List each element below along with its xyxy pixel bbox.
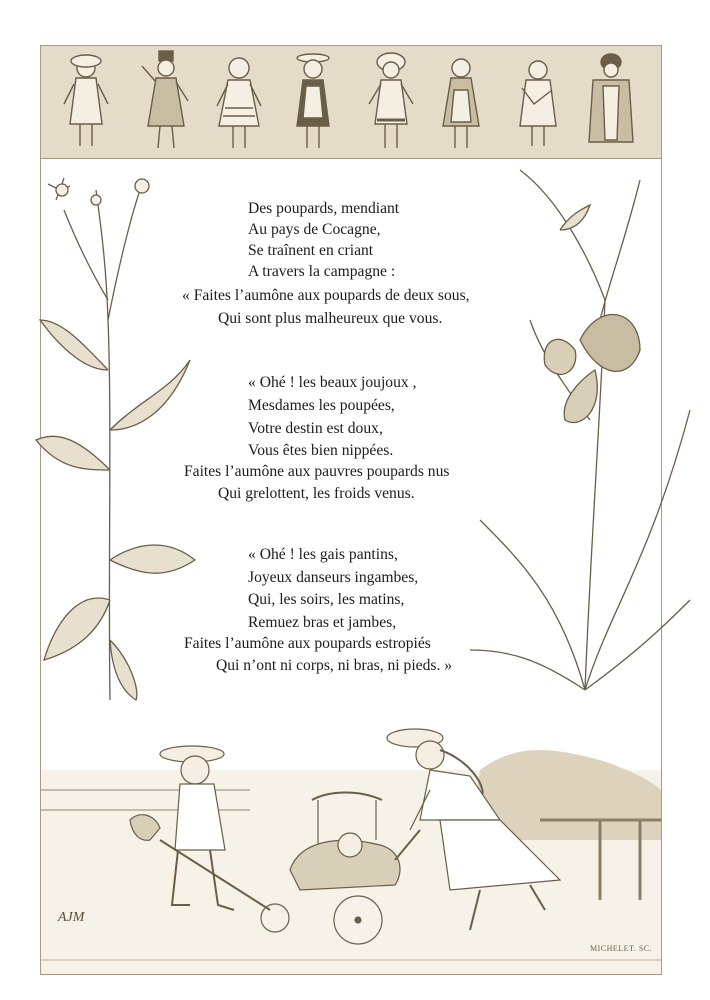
poem-line: Faites l’aumône aux poupards estropiés bbox=[184, 635, 431, 652]
engraver-credit: MICHELET. SC. bbox=[590, 944, 653, 953]
poem-line: Qui n’ont ni corps, ni bras, ni pieds. » bbox=[216, 657, 453, 674]
poem-line: A travers la campagne : bbox=[248, 263, 396, 280]
poem-line: Faites l’aumône aux pauvres poupards nus bbox=[184, 463, 450, 480]
poem-line: Remuez bras et jambes, bbox=[248, 614, 397, 631]
artist-signature: AJM bbox=[58, 910, 85, 925]
poem-line: Des poupards, mendiant bbox=[248, 200, 400, 217]
poem-line: Qui sont plus malheureux que vous. bbox=[218, 310, 443, 327]
poem-line: « Faites l’aumône aux poupards de deux sous, bbox=[182, 287, 470, 304]
poem-line: « Ohé ! les beaux joujoux , bbox=[248, 374, 417, 391]
right-iris-illustration bbox=[470, 170, 690, 690]
poem-line: Au pays de Cocagne, bbox=[248, 221, 381, 238]
poem-line: Votre destin est doux, bbox=[248, 420, 383, 437]
poem-line: Mesdames les poupées, bbox=[248, 397, 395, 414]
poem-line: Qui grelottent, les froids venus. bbox=[218, 485, 415, 502]
poem-line: Qui, les soirs, les matins, bbox=[248, 591, 405, 608]
poem-line: Vous êtes bien nippées. bbox=[248, 442, 394, 459]
left-flower-illustration bbox=[36, 178, 195, 700]
poem-line: Se traînent en criant bbox=[248, 242, 374, 259]
poem-line: « Ohé ! les gais pantins, bbox=[248, 546, 398, 563]
children-playing-scene bbox=[41, 729, 661, 974]
poem-line: Joyeux danseurs ingambes, bbox=[248, 569, 419, 586]
